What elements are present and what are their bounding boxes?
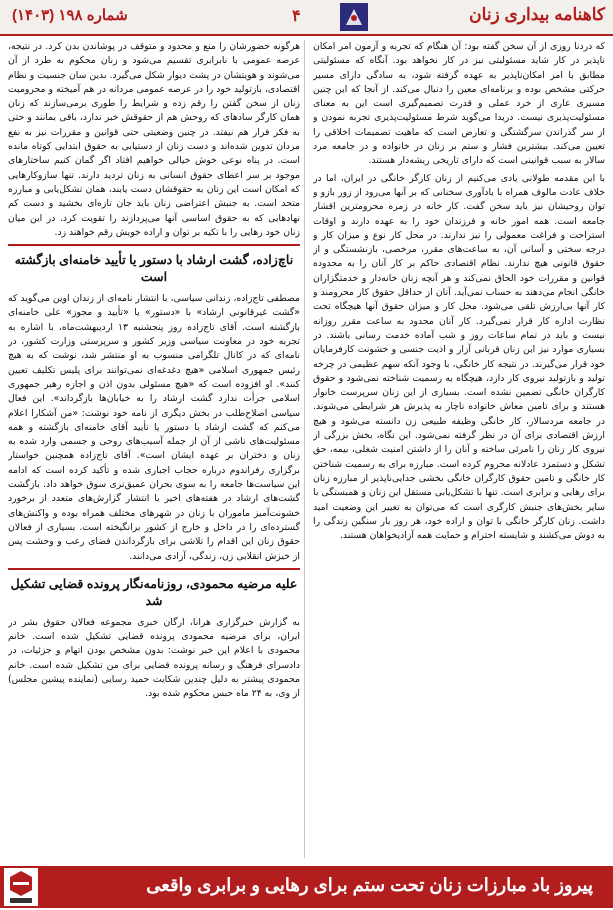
right-column: [313, 40, 605, 858]
stop-violence-icon: [4, 868, 38, 906]
article-paragraph: مصطفی تاج‌زاده، زندانی سیاسی، با انتشار نامه‌ای از زندان اوین می‌گوید که «گشت غیرقانونی ارشاد» با «دستور» یا «تأیید و مجوز» علی خامنه‌ای بازگشته است. آقای تاج‌زاده روز پنجشنبه ۱۳ اردیبهشت‌ماه، با اشاره به تجربه خود در معاونت سیاسی وزیر کشور و سرپرستی وزارت کشور، در نامه‌ای که در کانال تلگرامی منسوب به او منتشر شد، نوشت که به هیچ رئیس جمهوری اسلامی «هیچ دغدغه‌ای نمی‌توانند برای پلیس تکلیف تعیین کنند». او افزوده است که «هیچ مسئولی بدون اذن و اجازه رهبر جمهوری اسلامی جرأت ندارد گشت ارشاد را به خیابان‌ها بازگرداند». این فعال سیاسی اصلاح‌طلب در بخش دیگری از نامه خود نوشت: «من آشکارا اعلام می‌کنم که گشت ارشاد با دستور یا تأیید آقای خامنه‌ای بازگشته و همه مسئولیت‌های ناشی از آن از جمله آسیب‌های روحی و جسمی وارد شده به زنان و دختران بر عهده ایشان است». آقای تاج‌زاده همچنین خواستار برگزاری رفراندوم درباره حجاب اجباری شده و تأکید کرده است که ادامه این سیاست‌ها جامعه را به سوی بحران عمیق‌تری سوق خواهد داد. بازگشت گشت‌های ارشاد در هفته‌های اخیر با انتشار گزارش‌های متعدد از برخورد خشونت‌آمیز ماموران با زنان در شهرهای مختلف همراه بوده و واکنش‌های گسترده‌ای را در داخل و خارج از کشور برانگیخته است. بسیاری از فعالان حقوق زنان این اقدام را تلاشی برای بازگرداندن فضای رعب و وحشت پس از خیزش انقلابی زن، زندگی، آزادی می‌دانند.: [8, 293, 300, 562]
column-divider: [304, 40, 305, 858]
page-footer: [0, 866, 613, 908]
article-paragraph: به گزارش خبرگزاری هرانا، ارگان خبری مجموعه فعالان حقوق بشر در ایران، برای مرضیه محمودی پرونده قضایی تشکیل شده است. خانم محمودی با اعلام این خبر نوشت: بدون مشخص بودن اتهام و جزئیات، در دادسرای فرهنگ و رسانه پرونده قضایی برای من تشکیل شده است. خانم محمودی پیشتر به دلیل چندین شکایت حمید رسایی (نماینده پیشین مجلس) از وی، به ۲۴ ماه حبس محکوم شده بود.: [8, 616, 300, 700]
article-paragraph: که دردنا روزی از آن سخن گفته بود: آن هنگام که تجربه و آزمون امر امکان ناپذیر در کار شاید مسئولیتی نیز در کار نخواهد بود. آنگاه که مسئولیتی مطابق با امر امکان‌ناپذیر به عهده گرفته شود، به سادگی دارای مسیر حرکتی مشخص بوده و برنامه‌ای معین را دنبال می‌کند. از آنجا که این چنین مسیری عاری از خرد عملی و قدرت تصمیم‌گیری است این به معنای مسئولیت‌پذیری نیست. دریدا می‌گوید شرط مسئولیت‌پذیری تجربه نمودن و از سر گذراندن سرگشتگی و تعارض است که ماهیت تصمیمات اخلاقی را تعیین می‌کند. بیشترین فشار و ستم بر زنان در خانواده و در جامعه مرد سالار به سبب قوانینی است که دارای تاریخی ریشه‌دار هستند.: [313, 41, 605, 167]
magazine-title: کاهنامه بیداری زنان: [469, 5, 605, 24]
magazine-logo-icon: [340, 3, 368, 31]
article-paragraph: هرگونه حضورشان را منع و محدود و متوقف در پوشاندن بدن کرد. در نتیجه، عرصه عمومی با نابرابری تقسیم می‌شود و زنان محکوم به طرد از آن می‌شوند و هویتشان در پشت دیوار شکل می‌گیرد. بدین سان جنسیت و نظام اقتصادی، بازتولید خود را در عرصه عمومی مردانه در هم آمیخته و محرومیت زنان از سخن گفتن را رقم زده و شرایط را طوری برمی‌سازند که زنان همان کارگر سادهای که روحش هم از حقوقش خبر ندارد، باقی بمانند و حتی به فکر فرار هم نیفتد. در چنین وضعیتی حتی قوانین و مقررات نیز به نفع مردان تدوین شده‌اند و دست زنان از دستیابی به حقوق ابتدایی کوتاه مانده است. در پناه نوعی خوش خیالی خواهیم افتاد اگر گمان کنیم ساختارهای موجود بر سر اعطای حقوق انسانی به زنان تردید دارند. تنها سازوکارهایی که امکان است این زنان به حقوقشان دست یابند، همان تشکل‌یابی و مبارزه متحد است. به جنبش اعتراضی زنان باید جان تازه‌ای بخشید و دست کم نهادهایی که به حقوق اساسی آنها می‌پردازند را تقویت کرد. در این میان زنان خود رهایی را با تکیه بر توان و اراده خویش رقم خواهند زد.: [8, 41, 300, 238]
page-number: ۴: [292, 8, 301, 25]
page-header: [0, 0, 613, 36]
left-column: [8, 40, 300, 858]
article-paragraph: با این مقدمه طولانی یادی می‌کنیم از زنان کارگر خانگی در ایران، اما در خلاف عادت مالوف همراه با یادآوری سخنانی که بر آنها می‌رود از زور بازو و توان روحیشان نیز باید سخن گفت. کار خانه در زمره محرومترین اقشار جامعه است. همه امور خانه و فرزندان خود را به عهده دارند و اوقات استراحت و فراغت معمولی را نیز ندارند. در محل کار نوع و میزان کار و درجه سختی و آسانی آن، به ساعت‌های مقرر، مرخصی، بازنشستگی و از حقوق قانونی هیچ ندارند. نظام اقتصادی حاکم بر کار آنان را به محدوده قوانین و مقررات خود الحاق نمی‌کند و هر آنچه زنان خانه‌دار و خدمتگزاران خانگی انجام می‌دهند به حساب نمی‌آید. آنان از حداقل حقوق کار محرومند و کار آنها بی‌ارزش تلقی می‌شود. محل کار و میزان حقوق آنها هیچگاه تحت نظارت اداره کار قرار نمی‌گیرد. کار آنان محدود به ساعت مقرر روزانه نیست و باید در تمام ساعات روز و شب آماده خدمت رسانی باشند. در بسیاری موارد نیز این زنان قربانی آزار و اذیت جنسی و خشونت کارفرمایان خود قرار می‌گیرند. در نتیجه کار خانگی، با وجود آنکه سهم عظیمی در چرخه تولید و بازتولید نیروی کار دارد، هیچگاه به رسمیت شناخته نمی‌شود و حقوق کارگران خانگی تضمین نشده است. بسیاری از این زنان سرپرست خانوار هستند و برای تامین معاش خانواده ناچار به پذیرش هر شرایطی می‌شوند. در جامعه مردسالار، کار خانگی وظیفه طبیعی زن دانسته می‌شود و هیچ ارزش اقتصادی برای آن در نظر گرفته نمی‌شود. این نگاه، بخش بزرگی از نیروی کار زنان را نامرئی ساخته و آنان را از داشتن امنیت شغلی، بیمه، حق تشکل و دستمزد عادلانه محروم کرده است. مبارزه برای به رسمیت شناختن کار خانگی و تامین حقوق کارگران خانگی بخشی جدایی‌ناپذیر از مبارزه زنان برای رهایی و برابری است. تنها با تشکل‌یابی مستقل این زنان و همبستگی با سایر بخش‌های جنبش کارگری است که می‌توان به تغییر این وضعیت امید داشت. زنان کارگر خانگی با توان و اراده خود، هر روز بار سنگین زندگی را به دوش می‌کشند و شایسته احترام و حمایت همه آزادیخواهان هستند.: [313, 172, 605, 542]
article-headline: علیه مرضیه محمودی، روزنامه‌نگار پرونده قضایی تشکیل شد: [10, 576, 298, 608]
section-divider: [8, 568, 300, 570]
footer-slogan: پیروز باد مبارزات زنان تحت ستم برای رهایی و برابری واقعی: [146, 875, 593, 895]
article-headline: ناچ‌زاده، گشت ارشاد با دستور یا تأیید خامنه‌ای بازگشته است: [14, 253, 294, 285]
section-divider: [8, 244, 300, 246]
issue-number: شماره ۱۹۸ (۱۴۰۳): [12, 7, 128, 24]
